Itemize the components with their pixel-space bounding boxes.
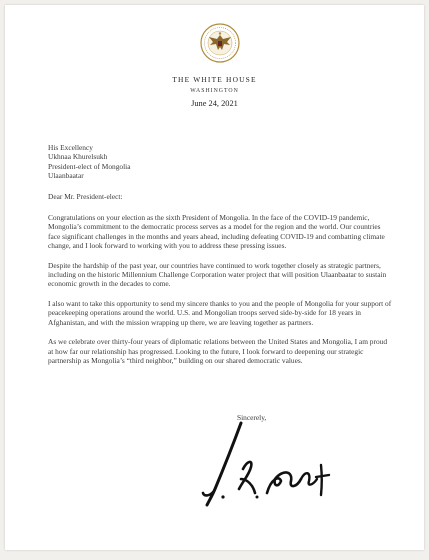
- address-line: Ulaanbaatar: [48, 171, 84, 181]
- paragraph: I also want to take this opportunity to send my sincere thanks to you and the people of Mongolia for your support of peacekeeping operations around the world. U.S. and Mongolian troops served side-by-side for 18 years in Afghanistan, and with the mission wrapping up there, we are leaving together as partners.: [48, 298, 392, 327]
- paragraph: As we celebrate over thirty-four years of diplomatic relations between the United States and Mongolia, I am proud at how far our relationship has progressed. Looking to the future, I look forward to deepening our strategic partnership as Mongolia’s “third neighbor,” building on our shared democratic values.: [48, 337, 388, 365]
- closing: Sincerely,: [237, 413, 267, 422]
- letter-date: June 24, 2021: [191, 99, 238, 108]
- address-line: His Excellency: [48, 143, 93, 152]
- salutation: Dear Mr. President-elect:: [48, 191, 123, 201]
- recipient-address: [48, 143, 393, 181]
- letter-body: [48, 143, 393, 365]
- letterhead-place: WASHINGTON: [190, 88, 239, 94]
- handwritten-signature: [201, 417, 351, 507]
- paragraph: Congratulations on your election as the sixth President of Mongolia. In the face of the COVID-19 pandemic, Mongolia’s commitment to the democratic process serves as a model for the region and the world. Our countries face significant challenges in the months and years ahead, including defeating COVID-19 and combatting climate change, and I look forward to working with you to address these pressing issues.: [48, 213, 385, 251]
- letterhead-title: THE WHITE HOUSE: [172, 75, 257, 84]
- letter-page: [5, 5, 424, 550]
- presidential-seal-icon: [200, 23, 240, 63]
- paragraph: Despite the hardship of the past year, our countries have continued to work together closely as strategic partners, including on the historic Millennium Challenge Corporation water project that will position Ulaanbaatar to sustain economic growth in the decades to come.: [48, 260, 387, 289]
- address-line: Ukhnaa Khurelsukh: [48, 152, 108, 162]
- address-line: President-elect of Mongolia: [48, 161, 131, 171]
